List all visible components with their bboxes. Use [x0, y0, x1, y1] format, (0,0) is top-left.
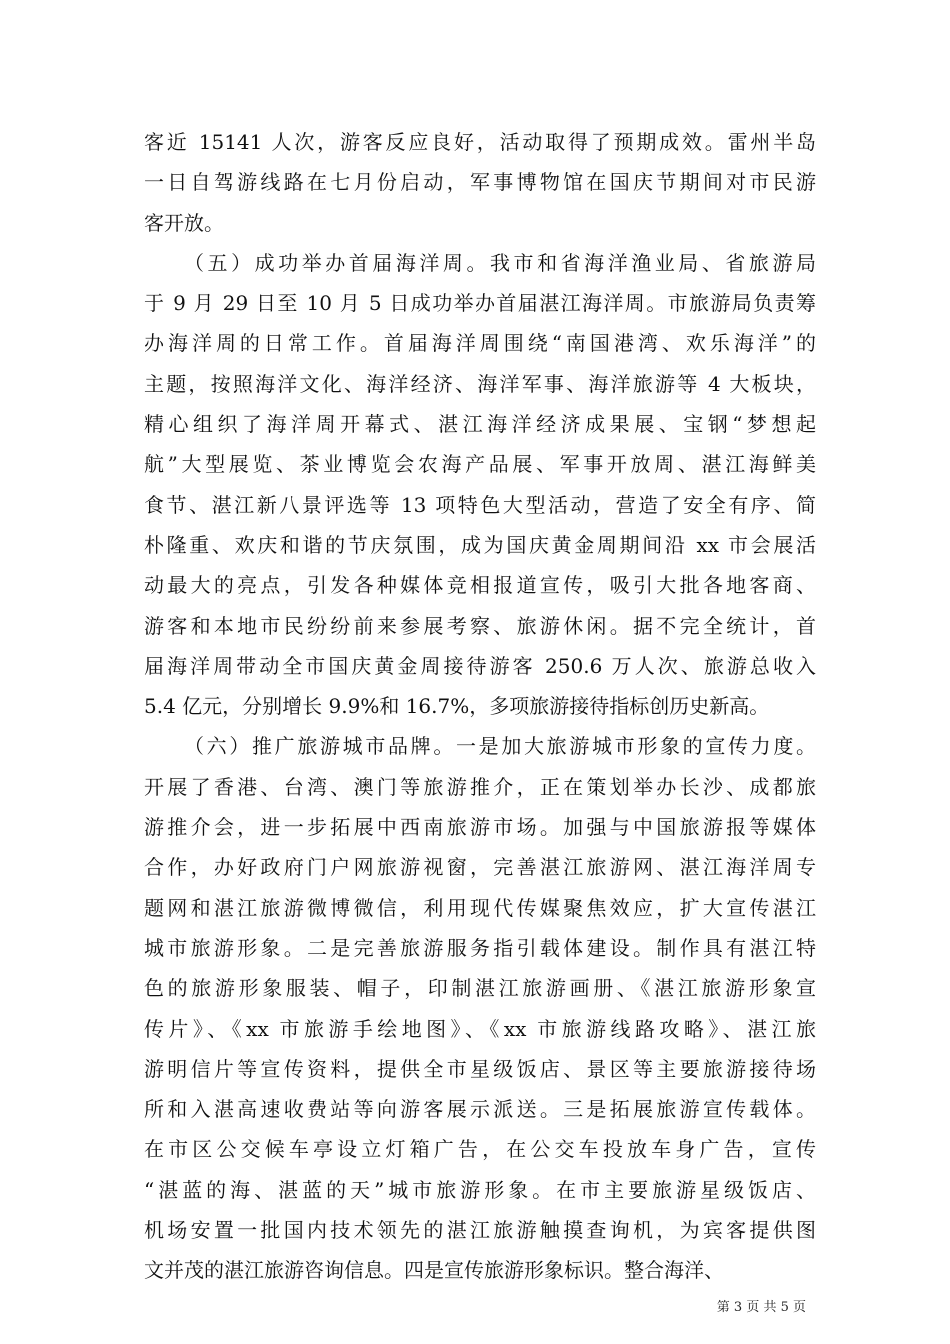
text-line: 届海洋周带动全市国庆黄金周接待游客 250.6 万人次、旅游总收入 — [144, 653, 816, 678]
text-line: 文并茂的湛江旅游咨询信息。四是宣传旅游形象标识。整合海洋、 — [144, 1258, 724, 1283]
text-line: 传片》、《xx 市旅游手绘地图》、《xx 市旅游线路攻略》、湛江旅 — [144, 1016, 816, 1041]
text-line: 开展了香港、台湾、澳门等旅游推介，正在策划举办长沙、成都旅 — [144, 774, 816, 799]
page-number-footer: 第 3 页 共 5 页 — [716, 1300, 806, 1315]
text-line: 办海洋周的日常工作。首届海洋周围绕“南国港湾、欢乐海洋”的 — [144, 331, 816, 356]
text-line: 5.4 亿元，分别增长 9.9%和 16.7%，多项旅游接待指标创历史新高。 — [144, 694, 770, 719]
text-line: 食节、湛江新八景评选等 13 项特色大型活动，营造了安全有序、简 — [144, 492, 816, 517]
text-line: 动最大的亮点，引发各种媒体竞相报道宣传，吸引大批各地客商、 — [144, 573, 816, 598]
text-line: 精心组织了海洋周开幕式、湛江海洋经济成果展、宝钢“梦想起 — [144, 412, 816, 437]
paragraph — [144, 122, 816, 243]
text-line: “湛蓝的海、湛蓝的天”城市旅游形象。在市主要旅游星级饭店、 — [144, 1177, 816, 1202]
text-line: 朴隆重、欢庆和谐的节庆氛围，成为国庆黄金周期间沿 xx 市会展活 — [144, 532, 816, 557]
text-line: （六）推广旅游城市品牌。一是加大旅游城市形象的宣传力度。 — [184, 734, 816, 759]
text-line: 所和入湛高速收费站等向游客展示派送。三是拓展旅游宣传载体。 — [144, 1097, 816, 1122]
text-line: 机场安置一批国内技术领先的湛江旅游触摸查询机，为宾客提供图 — [144, 1218, 816, 1243]
text-line: 于 9 月 29 日至 10 月 5 日成功举办首届湛江海洋周。市旅游局负责筹 — [144, 291, 816, 316]
text-line: 客近 15141 人次，游客反应良好，活动取得了预期成效。雷州半岛 — [144, 130, 816, 154]
text-line: 在市区公交候车亭设立灯箱广告，在公交车投放车身广告，宣传 — [144, 1137, 816, 1162]
paragraph — [144, 243, 816, 727]
text-line: 题网和湛江旅游微博微信，利用现代传媒聚焦效应，扩大宣传湛江 — [144, 895, 816, 920]
document-body — [144, 122, 816, 1291]
text-line: 游推介会，进一步拓展中西南旅游市场。加强与中国旅游报等媒体 — [144, 815, 816, 840]
text-line: 合作，办好政府门户网旅游视窗，完善湛江旅游网、湛江海洋周专 — [144, 855, 816, 880]
text-line: 客开放。 — [144, 210, 224, 235]
text-line: 航”大型展览、茶业博览会农海产品展、军事开放周、湛江海鲜美 — [144, 452, 816, 477]
text-line: 主题，按照海洋文化、海洋经济、海洋军事、海洋旅游等 4 大板块， — [144, 371, 816, 396]
text-line: 游明信片等宣传资料，提供全市星级饭店、景区等主要旅游接待场 — [144, 1056, 816, 1081]
text-line: 游客和本地市民纷纷前来参展考察、旅游休闲。据不完全统计，首 — [144, 613, 816, 638]
text-line: 城市旅游形象。二是完善旅游服务指引载体建设。制作具有湛江特 — [144, 935, 816, 960]
text-line: （五）成功举办首届海洋周。我市和省海洋渔业局、省旅游局 — [184, 250, 816, 275]
text-line: 色的旅游形象服装、帽子，印制湛江旅游画册、《湛江旅游形象宣 — [144, 976, 816, 1001]
text-line: 一日自驾游线路在七月份启动，军事博物馆在国庆节期间对市民游 — [144, 170, 816, 195]
paragraph — [144, 726, 816, 1290]
